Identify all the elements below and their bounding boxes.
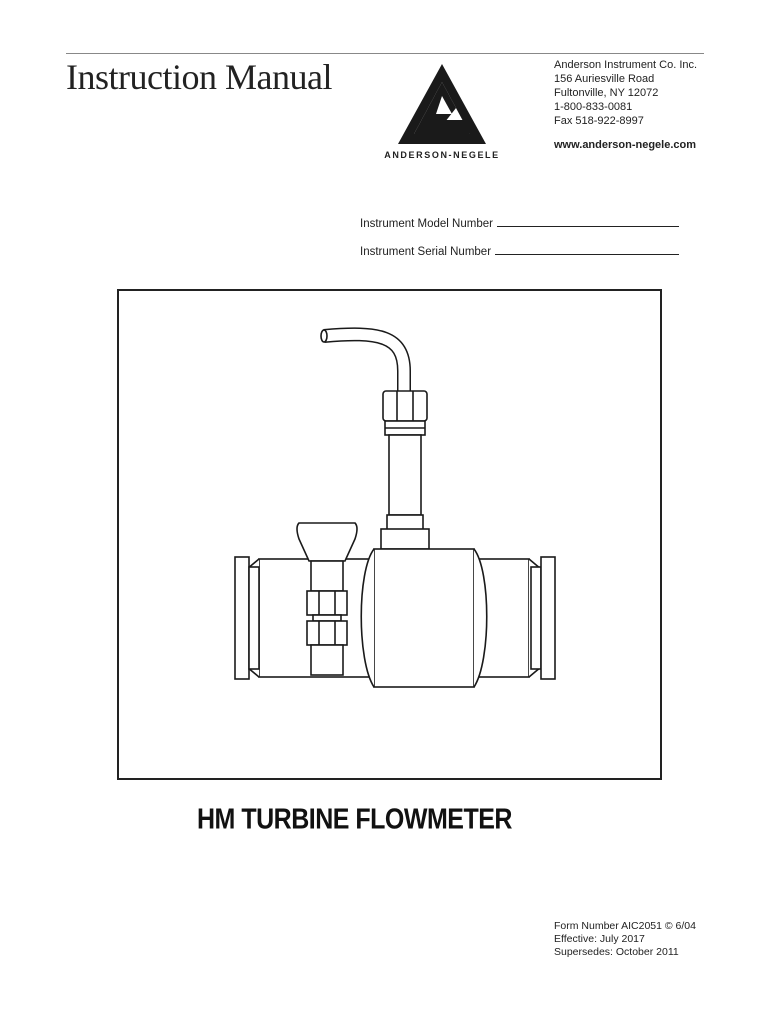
company-street: 156 Auriesville Road [554,73,655,85]
company-city: Fultonville, NY 12072 [554,87,659,99]
product-title: HM TURBINE FLOWMETER [197,803,512,836]
form-number: Form Number AIC2051 © 6/04 [554,920,696,932]
model-number-label: Instrument Model Number [360,218,493,230]
product-figure [117,289,662,780]
model-number-field[interactable] [497,216,679,227]
model-number-row [360,216,679,244]
supersedes-date: Supersedes: October 2011 [554,946,679,958]
serial-number-field[interactable] [495,244,679,255]
header-rule [66,53,704,54]
triangle-logo-icon [396,62,488,146]
logo-wordmark: ANDERSON-NEGELE [384,150,500,160]
company-fax: Fax 518-922-8997 [554,115,644,127]
serial-number-label: Instrument Serial Number [360,246,492,258]
company-phone: 1-800-833-0081 [554,101,633,113]
turbine-flowmeter-icon [119,291,660,778]
company-name: Anderson Instrument Co. Inc. [554,59,698,71]
company-address [554,58,697,152]
instrument-fields [360,216,679,272]
effective-date: Effective: July 2017 [554,933,645,945]
serial-number-row [360,244,679,272]
company-website[interactable]: www.anderson-negele.com [554,139,697,151]
document-title: Instruction Manual [66,57,332,97]
company-logo [378,62,506,172]
form-info [554,920,696,959]
